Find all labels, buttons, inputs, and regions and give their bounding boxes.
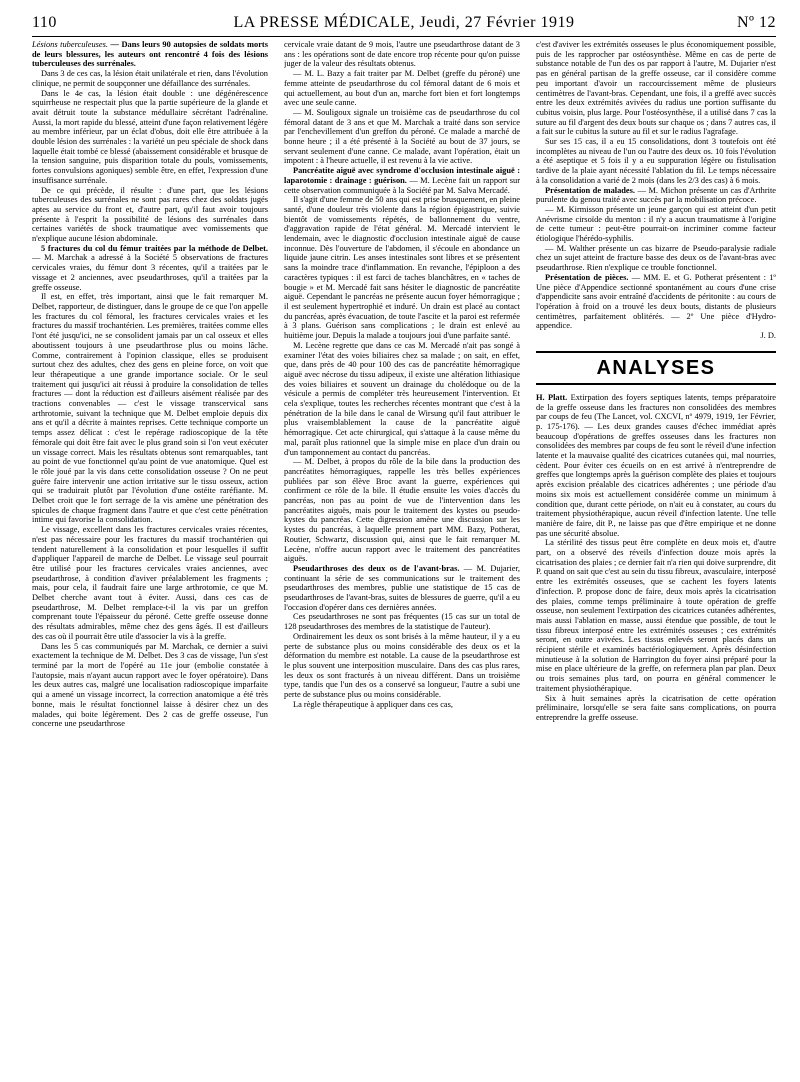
- body-text: Ces pseudarthroses ne sont pas fréquentes (15 cas sur un total de 128 pseudarthroses des membres de la statistique de l'auteur).: [284, 612, 520, 632]
- body-text: Le vissage, excellent dans les fractures cervicales vraies récentes, n'est pas nécessaire pour les fractures du massif trochantérien qui tendent naturellement à la consolidation et pour lesquelles il suffit d'appliquer l'appareil de marche de Delbet. Le vissage seul pourrait être utilisé pour les fractures cervicales vraies anciennes, avec pseudarthrose, à condition d'aviver préalablement les fragments ; mais, pour cela, il faudrait faire une large arthrotomie, ce que M. Delbet cherche avant tout à éviter. Aussi, dans ces cas de pseudarthrose, M. Delbet remplace-t-il la vis par un greffon comprenant toute l'épaisseur du péroné. Cette greffe osseuse donne des résultats admirables, même chez des gens âgés. Il est d'ailleurs des cas où il pourrait être utile d'associer la vis à la greffe.: [32, 525, 268, 641]
- body-text: La règle thérapeutique à appliquer dans ces cas,: [293, 699, 453, 709]
- body-text: Six à huit semaines après la cicatrisation de cette opération préliminaire, lorsqu'elle se sera faite sans complications, on pourra entreprendre la greffe osseuse.: [536, 693, 776, 722]
- paragraph: [284, 632, 520, 700]
- body-text: Extirpation des foyers septiques latents, temps préparatoire de la greffe osseuse dans les fractures non consolidées des membres par coups de feu (The Lancet, vol. CXCVI, nº 4979, 1919, 1er Février, p. 175-176). — Les deux grandes causes d'échec immédiat après beaucoup d'opérations de greffes osseuses dans les fractures non consolidées des membres par coups de feu sont le réveil d'une infection latente et la mauvaise qualité des cicatrices cutanées qui, mal nourries, cèdent. Pour éviter ces écueils on en est arrivé à n'entreprendre de greffes que longtemps après la guérison complète des plaies et toujours après excision préalable des cicatrices adhérentes ; une période d'au moins six mois est actuellement considérée comme un minimum à condition que, durant cette période, on n'ait eu à constater, au cours du traitement physiothérapique, aucun réveil d'infection latente. Une telle manière de faire, dit P., ne laisse pas que d'être empirique et ne donne pas une sécurité absolue.: [536, 392, 776, 538]
- page-header: [32, 12, 776, 34]
- paragraph: [536, 137, 776, 186]
- paragraph: [284, 457, 520, 564]
- paragraph: [32, 642, 268, 729]
- paragraph: [32, 292, 268, 525]
- author-signature: J. D.: [760, 331, 776, 341]
- paragraph: [32, 525, 268, 641]
- section-heading: 5 fractures du col du fémur traitées par la méthode de Delbet.: [41, 243, 268, 253]
- body-text: — M. Kirmisson présente un jeune garçon qui est atteint d'un petit Anévrisme cirsoïde du menton : il n'y a aucun traumatisme à l'origine de cette tumeur : peut-être pourrait-on incriminer comme facteur étiologique l'hérédo-syphilis.: [536, 204, 776, 244]
- paragraph: [284, 40, 520, 69]
- paragraph: [536, 273, 776, 331]
- paragraph: [32, 89, 268, 186]
- body-text: cervicale vraie datant de 9 mois, l'autre une pseudarthrose datant de 3 ans : les opérations sont de date encore trop récente pour qu'on puisse juger de la valeur des résultats obtenus.: [284, 40, 520, 69]
- paragraph: [284, 612, 520, 631]
- body-text: Ordinairement les deux os sont brisés à la même hauteur, il y a eu perte de substance plus ou moins considérable des deux os et la déformation du membre est notable. La cause de la pseudarthrose est le plus souvent une interposition musculaire. Dans des cas plus rares, les deux os sont fracturés à un niveau différent. Dans un troisième type, tandis que l'un des os a conservé sa longueur, l'autre a subi une perte de substance plus ou moins considérable.: [284, 631, 520, 700]
- body-text: La stérilité des tissus peut être complète en deux mois et, d'autre part, on a observé des réveils d'infection douze mois après la cicatrisation des plaies ; ce dernier fait n'a rien qui doive surprendre, dit P. quand on sait que c'est au sein du tissu fibreux, avasculaire, interposé entre les extrémités osseuses, que se cachent les foyers latents d'infection. P. propose donc de faire, deux mois après la cicatrisation des plaies, comme temps préliminaire à toute opération de greffe osseuse, non seulement l'extirpation des cicatrices cutanées adhérentes, mais aussi l'ablation en masse, aussi étendue que possible, de tout le tissu fibreux interposé entre les extrémités osseuses ; ces extrémités seront, en outre avivées. Les tissus enlevés seront placés dans un récipient stérile et examinés bactériologiquement. Après désinfection minutieuse à la solution de Harrington du foyer ainsi préparé pour la mise en place ultérieure de la greffe, on refermera plan par plan. Deux ou trois semaines plus tard, on pourra en général commencer le traitement physiothérapique.: [536, 538, 776, 693]
- body-text: — M. Delbet, à propos du rôle de la bile dans la production des pancréatites hémorragiques, rappelle les très belles expériences publiées par son élève Broc avant la guerre, expériences qui confirment ce rôle de la bile. Il étudie ensuite les voies d'accès du pancréas, non pas au point de vue de l'intervention dans les pancréatites aiguës, mais pour le traitement des kystes ou pseudo-kystes du pancréas. Cette digression amène une discussion sur les kystes du pancréas, à laquelle prennent part MM. Bazy, Potherat, Routier, Schwartz, discussion qui, ainsi que le fait remarquer M. Lecène, n'offre aucun rapport avec le traitement des pancréatites aiguës.: [284, 457, 520, 564]
- body-text: — M. L. Bazy a fait traiter par M. Delbet (greffe du péroné) une femme atteinte de pseudarthrose du col fémoral datant de 6 mois et qui actuellement, au bout d'un an, marche fort bien et fort longtemps avec une seule canne.: [284, 69, 520, 108]
- body-text: — M. Michon présente un cas d'Arthrite purulente du genou traité avec succès par la mobilisation précoce.: [536, 185, 776, 205]
- paragraph: [536, 694, 776, 723]
- body-text: — M. Souligoux signale un troisième cas de pseudarthrose du col fémoral datant de 3 ans et que M. Marchak a traité dans son service par l'enchevillement d'un greffon du péroné. Ce malade a marché de bonne heure ; il a été présenté à la Société au bout de 37 jours, se servant seulement d'une canne. Ce malade, avant l'opération, était un impotent : à l'heure actuelle, il est revenu à la vie active.: [284, 107, 520, 166]
- header-rule: [32, 36, 776, 37]
- paragraph: [284, 564, 520, 613]
- body-text: De ce qui précède, il résulte : d'une part, que les lésions tuberculeuses des surrénales ne sont pas rares chez des soldats jugés aptes au service du front et, d'autre part, qu'il faut avoir toujours présente à l'esprit la possibilité de lésions des surrénales dans certaines variétés de shock traumatique avec vomissements que n'explique aucune lésion abdominale.: [32, 185, 268, 244]
- paragraph: [284, 166, 520, 195]
- section-heading: Pancréatite aiguë avec syndrome d'occlusion intestinale aiguë : laparotomie : drainage : guérison.: [284, 166, 520, 185]
- section-heading: Présentation de malades.: [545, 185, 636, 195]
- body-text: — Dans leurs 90 autopsies de soldats morts de leurs blessures, les auteurs ont rencontré 4 fois des lésions tuberculeuses des surrénales.: [32, 40, 268, 69]
- paragraph: [536, 40, 776, 137]
- body-text: M. Lecène regrette que dans ce cas M. Mercadé n'ait pas songé à examiner l'état des voies biliaires chez sa malade ; on sait, en effet, que, dans près de 40 pour 100 des cas de pancréatite hémorragique aiguë avec nécrose du tissu adipeux, il existe une altération lithiasique des voies biliaires et souvent un drainage du cholédoque ou de la vésicule a permis de compléter très heureusement l'intervention. Et cela s'explique, toutes les recherches récentes montrant que c'est à la pénétration de la bile dans le canal de Wirsung qu'il faut attribuer le plus vraisemblablement la cause de la pancréatite aiguë hémorragique. Cet acte chirurgical, qui s'attaque à la cause même du mal, paraît plus rationnel que la simple mise en place d'un drain ou d'un tamponnement au contact du pancréas.: [284, 340, 520, 457]
- body-text: Dans 3 de ces cas, la lésion était unilatérale et rien, dans l'évolution clinique, ne permit de soupçonner une défaillance des surrénales.: [32, 69, 268, 88]
- body-text: Dans le 4e cas, la lésion était double : une dégénérescence squirrheuse ne respectait plus que la partie supérieure de la glande et avait détruit toute la substance médullaire sécrétant l'adrénaline. Aussi, la mort rapide du blessé, atteint d'une façon relativement légère au membre inférieur, par un éclat d'obus, doit elle être attribuée à la double lésion des surrénales : la variété un peu spéciale de shock dans laquelle était tombé ce blessé (abaissement considérable et brusque de la tension sanguine, puis disparition totale du pouls, vomissements, fortes convulsions agoniques) semble être, en effet, l'expression d'une insuffisance surrénale.: [32, 88, 268, 185]
- paragraph: [284, 108, 520, 166]
- section-heading: Présentation de pièces.: [545, 272, 629, 282]
- section-heading: Pseudarthroses des deux os de l'avant-bras.: [293, 563, 460, 573]
- body-text: — M. Lecène fait un rapport sur cette observation communiquée à la Société par M. Salva Mercadé.: [284, 175, 520, 195]
- issue-number: Nº 12: [736, 14, 776, 31]
- paragraph: [284, 700, 520, 710]
- journal-title: LA PRESSE MÉDICALE, Jeudi, 27 Février 1919: [233, 14, 575, 31]
- paragraph: [32, 244, 268, 293]
- body-text: — M. Marchak a adressé à la Société 5 observations de fractures cervicales vraies, du fémur dont 3 récentes, qu'il a traitées par le vissage et 2 anciennes, avec pseudarthroses, qu'il a traitées par la greffe osseuse.: [32, 253, 268, 292]
- body-text: Dans les 5 cas communiqués par M. Marchak, ce dernier a suivi exactement la technique de M. Delbet. Des 3 cas de vissage, l'un s'est terminé par la mort de l'opéré au 11e jour (embolie constatée à l'autopsie, mais n'ayant aucun rapport avec le foyer opératoire). Dans les deux autres cas, malgré une localisation radioscopique imparfaite qui a amené un vissage incorrect, la correction anatomique a été très bonne, mais le résultat fonctionnel laisse à désirer chez un des malades, qui boite légèrement. Des 2 cas de greffe osseuse, l'un concerne une pseudarthrose: [32, 641, 268, 729]
- body-text: c'est d'aviver les extrémités osseuses le plus économiquement possible, puis de les rapprocher par ostéosynthèse. Même en cas de perte de substance notable de l'un des os par rapport à l'autre, M. Dujarier n'est pas en général partisan de la greffe osseuse, car il considère comme peu important d'avoir un raccourcissement même de plusieurs centimètres de l'avant-bras. Cependant, une fois, il a greffé avec succès entre les deux extrémités avivées du radius une portion suffisante du cubitus voisin, plus large. Pour l'ostéosynthèse, il a utilisé dans 7 cas la suture au fil d'argent des deux bouts sur chaque os ; dans 7 autres cas, il a fait sur le cubitus la suture au fil et sur le radius l'agrafage.: [536, 40, 776, 137]
- body-text: — M. Walther présente un cas bizarre de Pseudo-paralysie radiale chez un sujet atteint de fracture basse des deux os de l'avant-bras avec pseudarthrose. Rien n'explique ce trouble fonctionnel.: [536, 243, 776, 273]
- body-text: Sur ses 15 cas, il a eu 15 consolidations, dont 3 toutefois ont été incomplètes au niveau de l'un ou l'autre des deux os. 10 fois l'évolution a été aseptique et 5 fois il y a eu suppuration légère ou fistulisation tardive de la plaie ayant nécessité l'ablation du fil. Le temps nécessaire à la consolidation a varié de 2 mois (dans les 2/3 des cas) à 6 mois.: [536, 137, 776, 185]
- body-text: — M. Dujarier, continuant la série de ses communications sur le traitement des pseudarthroses des membres, publie une statistique de 15 cas de pseudarthroses de l'avant-bras, suites de blessures de guerre, qu'il a eu l'occasion d'opérer dans ces dernières années.: [284, 563, 520, 612]
- column-1: [32, 40, 268, 1072]
- paragraph: [536, 186, 776, 205]
- paragraph: [284, 341, 520, 457]
- body-text: Il est, en effet, très important, ainsi que le fait remarquer M. Delbet, rapporteur, de distinguer, dans le groupe de ce que l'on appelle les fractures du col fémoral, les fractures cervicales vraies et les fractures du massif trochantérien. Les premières, traitées comme elles l'ont été jusqu'ici, ne se consolident jamais par un cal osseux et elles aboutissent toujours à une pseudarthrose plus ou moins lâche. Comme, contrairement à l'opinion classique, elles se produisent surtout chez des adultes, chez des gens en pleine force, on voit que leur thérapeutique a une grande importance sociale. Or le seul traitement qui jusqu'ici ait réussi à produire la consolidation de telles fractures — dont la réduction est d'ailleurs aisément réalisée par des tractions convenables — c'est le vissage transcervical sans arthrotomie, suivant la technique que M. Delbet emploie depuis dix ans et qu'il a décrite à maintes reprises. Cette technique comporte un temps assez délicat : c'est le repérage radioscopique de la tête fémorale qui doit être fait avec le plus grand soin si l'on veut exécuter un vissage correct. Mais les résultats obtenus sont remarquables, tant au point de vue fonctionnel qu'au point de vue anatomique. Quel est le rôle joué par la vis dans cette consolidation osseuse ? On ne peut guère faire intervenir une action irritative sur le tissu osseux, action qui se traduirait plutôt par l'évolution d'une ostéite raréfiante. M. Delbet croit que le fort serrage de la vis amène une pénétration des spicules de chaque fragment dans l'autre et que c'est cette pénétration intime qui favorise la consolidation.: [32, 292, 268, 525]
- body-text: — MM. E. et G. Potherat présentent : 1º Une pièce d'Appendice sectionné spontanément au cours d'une crise d'appendicite sans avoir entraîné d'accidents de péritonite : au cours de l'opération à froid on a trouvé les deux bouts, distants de plusieurs centimètres, parfaitement oblitérés. — 2º Une pièce d'Hydro-appendice.: [536, 272, 776, 331]
- body-text: Il s'agit d'une femme de 50 ans qui est prise brusquement, en pleine santé, d'une douleur très violente dans la région épigastrique, suivie bientôt de vomissements répétés, de ballonnement du ventre, d'aggravation rapide de l'état général. M. Mercadé intervient le lendemain, avec le diagnostic d'occlusion intestinale aiguë de cause inconnue. Dès l'ouverture de l'abdomen, il s'écoule en abondance un liquide jaune citrin. Les anses intestinales sont libres et se présentent sans la moindre trace d'inflammation. En revanche, l'épiploon a des caractères typiques : il est farci de taches blanchâtres, en « taches de bougie » et M. Mercadé fait sans hésiter le diagnostic de pancréatite aiguë. Cependant le pancréas ne présente aucun foyer hémorragique ; il est seulement hypertrophié et induré. Un drain est placé au contact du pancréas, après évacuation, de toute l'ascite et la paroi est refermée à 3 plans. Guérison sans complications ; le drain est enlevé au huitième jour. Depuis la malade a toujours joui d'une parfaite santé.: [284, 195, 520, 341]
- paragraph: [32, 69, 268, 88]
- paragraph: [536, 393, 776, 539]
- paragraph: [536, 538, 776, 693]
- paragraph: [32, 186, 268, 244]
- paragraph: [284, 69, 520, 108]
- analyses-banner: ANALYSES: [536, 351, 776, 385]
- paragraph: [536, 205, 776, 244]
- lead-text: H. Platt.: [536, 392, 568, 402]
- column-2: [284, 40, 520, 1072]
- paragraph: [284, 195, 520, 341]
- page-number: 110: [32, 14, 57, 31]
- lead-text: Lésions tuberculeuses.: [32, 40, 108, 49]
- paragraph: [536, 244, 776, 273]
- column-3: [536, 40, 776, 1072]
- paragraph: [32, 40, 268, 69]
